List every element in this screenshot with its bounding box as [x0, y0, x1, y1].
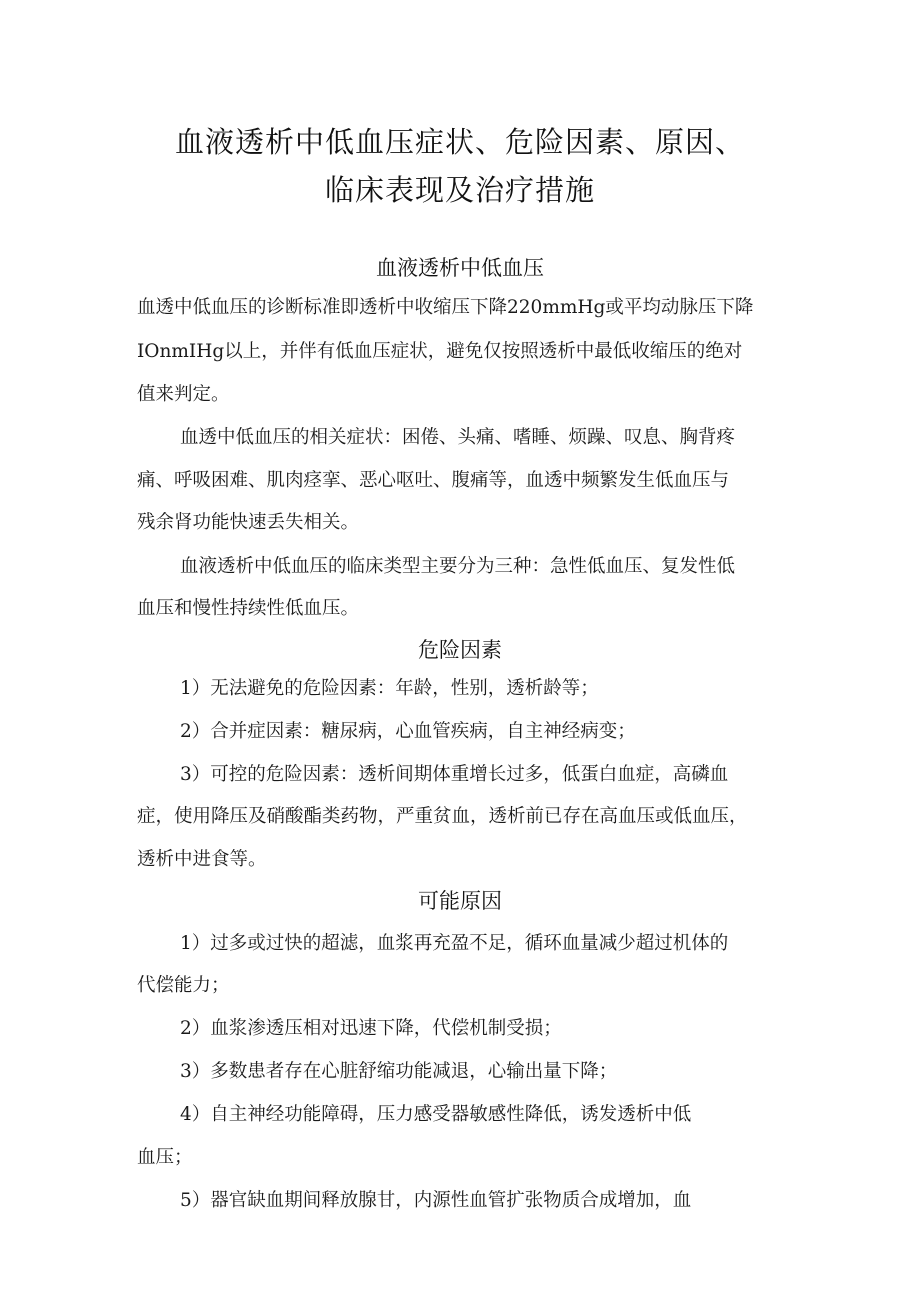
paragraph-line: 血透中低血压的诊断标准即透析中收缩压下降220mmHg或平均动脉压下降 [137, 297, 754, 318]
list-item-continuation: 血压； [137, 1147, 193, 1168]
list-item: 2）合并症因素：糖尿病，心血管疾病，自主神经病变； [180, 721, 636, 742]
list-item: 3）多数患者存在心脏舒缩功能减退，心输出量下降； [180, 1061, 618, 1082]
list-item: 1）过多或过快的超滤，血浆再充盈不足，循环血量减少超过机体的 [180, 933, 729, 954]
document-title-line-1: 血液透析中低血压症状、危险因素、原因、 [174, 125, 745, 159]
list-item: 1）无法避免的危险因素：年龄，性别，透析龄等； [180, 678, 599, 699]
paragraph-line: 残余肾功能快速丢失相关。 [137, 512, 360, 533]
paragraph-line: 值来判定。 [137, 384, 230, 405]
section-heading-risk-factors: 危险因素 [418, 638, 502, 662]
list-item-continuation: 症，使用降压及硝酸酯类药物，严重贫血，透析前已存在高血压或低血压， [137, 806, 748, 827]
section-heading-hypotension: 血液透析中低血压 [376, 256, 544, 280]
list-item: 2）血浆渗透压相对迅速下降，代偿机制受损； [180, 1018, 562, 1039]
paragraph-line: IOnmIHg以上，并伴有低血压症状，避免仅按照透析中最低收缩压的绝对 [137, 341, 743, 362]
document-title-line-2: 临床表现及治疗措施 [324, 173, 595, 207]
list-item-continuation: 透析中进食等。 [137, 849, 267, 870]
paragraph-line: 血液透析中低血压的临床类型主要分为三种：急性低血压、复发性低 [180, 556, 736, 577]
paragraph-line: 痛、呼吸困难、肌肉痉挛、恶心呕吐、腹痛等，血透中频繁发生低血压与 [137, 470, 730, 491]
paragraph-line: 血压和慢性持续性低血压。 [137, 598, 360, 619]
list-item-continuation: 代偿能力； [137, 975, 230, 996]
list-item: 4）自主神经功能障碍，压力感受器敏感性降低，诱发透析中低 [180, 1104, 692, 1125]
section-heading-causes: 可能原因 [418, 889, 502, 913]
list-item: 5）器官缺血期间释放腺甘，内源性血管扩张物质合成增加，血 [180, 1190, 692, 1211]
list-item: 3）可控的危险因素：透析间期体重增长过多，低蛋白血症，高磷血 [180, 764, 729, 785]
paragraph-line: 血透中低血压的相关症状：困倦、头痛、嗜睡、烦躁、叹息、胸背疼 [180, 427, 736, 448]
